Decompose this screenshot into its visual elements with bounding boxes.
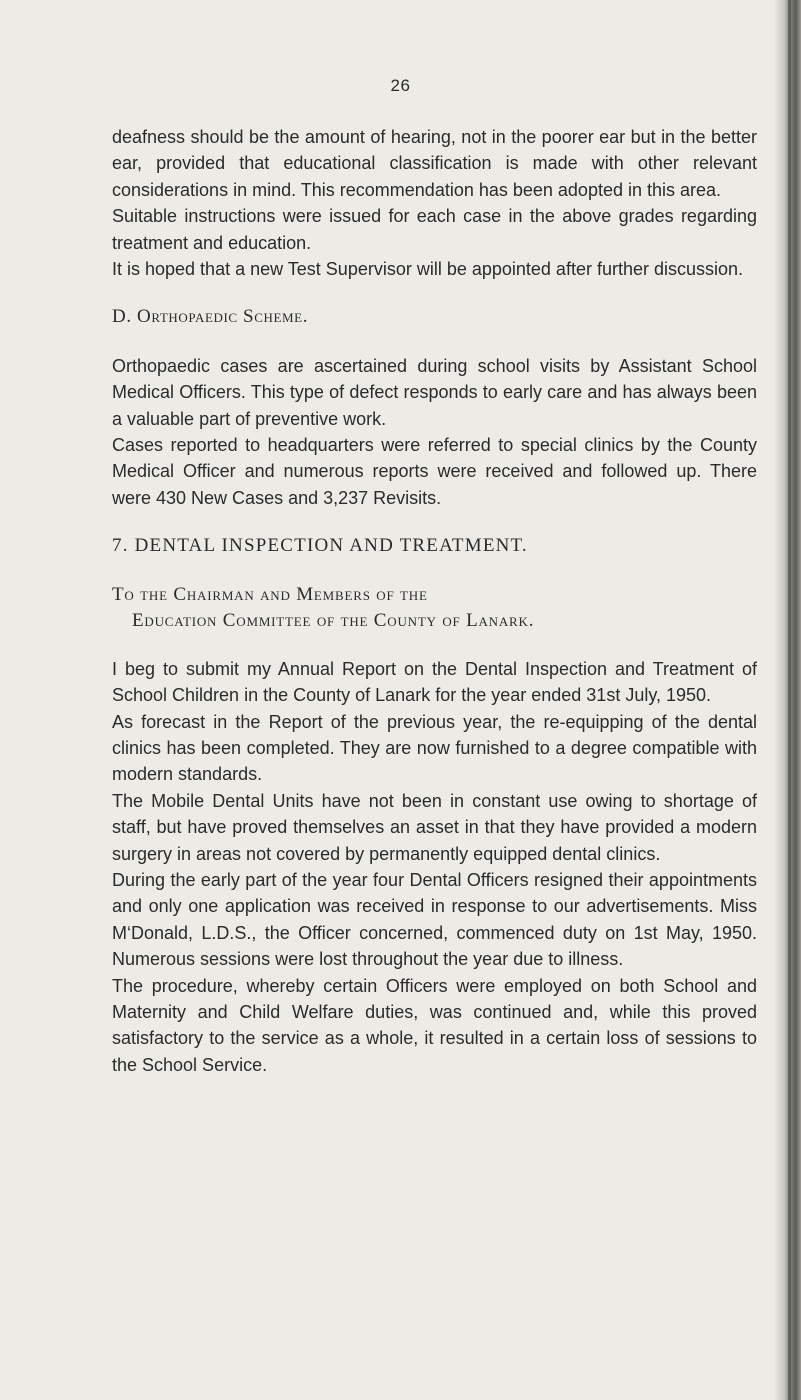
paragraph: Orthopaedic cases are ascertained during school visits by Assistant School Medical Officers. This type of defect responds to early care and has always been a valuable part of preventive work. [112, 355, 757, 429]
page-number: 26 [390, 76, 411, 95]
paragraph: The procedure, whereby certain Officers were employed on both School and Maternity and Child Welfare duties, was continued and, while this proved satisfactory to the service as a whole, it resulted in a certain loss of sessions to the School Service. [112, 975, 757, 1075]
address-block [112, 582, 757, 634]
paragraph: Cases reported to headquarters were referred to special clinics by the County Medical Officer and numerous reports were received and followed up. There were 430 New Cases and 3,237 Revisits. [112, 435, 757, 508]
page-body [112, 124, 757, 1078]
page-edge-line [788, 0, 791, 1400]
paragraph: During the early part of the year four Dental Officers resigned their appointments and only one application was received in response to our advertisements. Miss M‘Donald, L.D.S., the Officer concerned, commenced duty on 1st May, 1950. Numerous sessions were lost throughout the year due to illness. [112, 869, 757, 970]
address-line: To the Chairman and Members of the [112, 583, 428, 605]
paragraph: It is hoped that a new Test Supervisor will be appointed after further discussion. [112, 259, 744, 280]
section-heading-orthopaedic: D. Orthopaedic Scheme. [112, 306, 309, 328]
paragraph: deafness should be the amount of hearing, not in the poorer ear but in the better ear, provided that educational classification is made with other relevant considerations in mind. This recommendation has been adopted in this area. [112, 127, 757, 200]
paragraph: Suitable instructions were issued for each case in the above grades regarding treatment and education. [112, 206, 757, 253]
section-heading-dental: 7. DENTAL INSPECTION AND TREATMENT. [112, 535, 528, 557]
address-line: Education Committee of the County of Lanark. [132, 609, 535, 631]
paragraph: As forecast in the Report of the previous year, the re-equipping of the dental clinics has been completed. They are now furnished to a degree compatible with modern standards. [112, 711, 757, 785]
paragraph: The Mobile Dental Units have not been in constant use owing to shortage of staff, but have proved themselves an asset in that they have provided a modern surgery in areas not covered by permanently equipped dental clinics. [112, 790, 757, 864]
paragraph: I beg to submit my Annual Report on the Dental Inspection and Treatment of School Children in the County of Lanark for the year ended 31st July, 1950. [112, 658, 757, 706]
